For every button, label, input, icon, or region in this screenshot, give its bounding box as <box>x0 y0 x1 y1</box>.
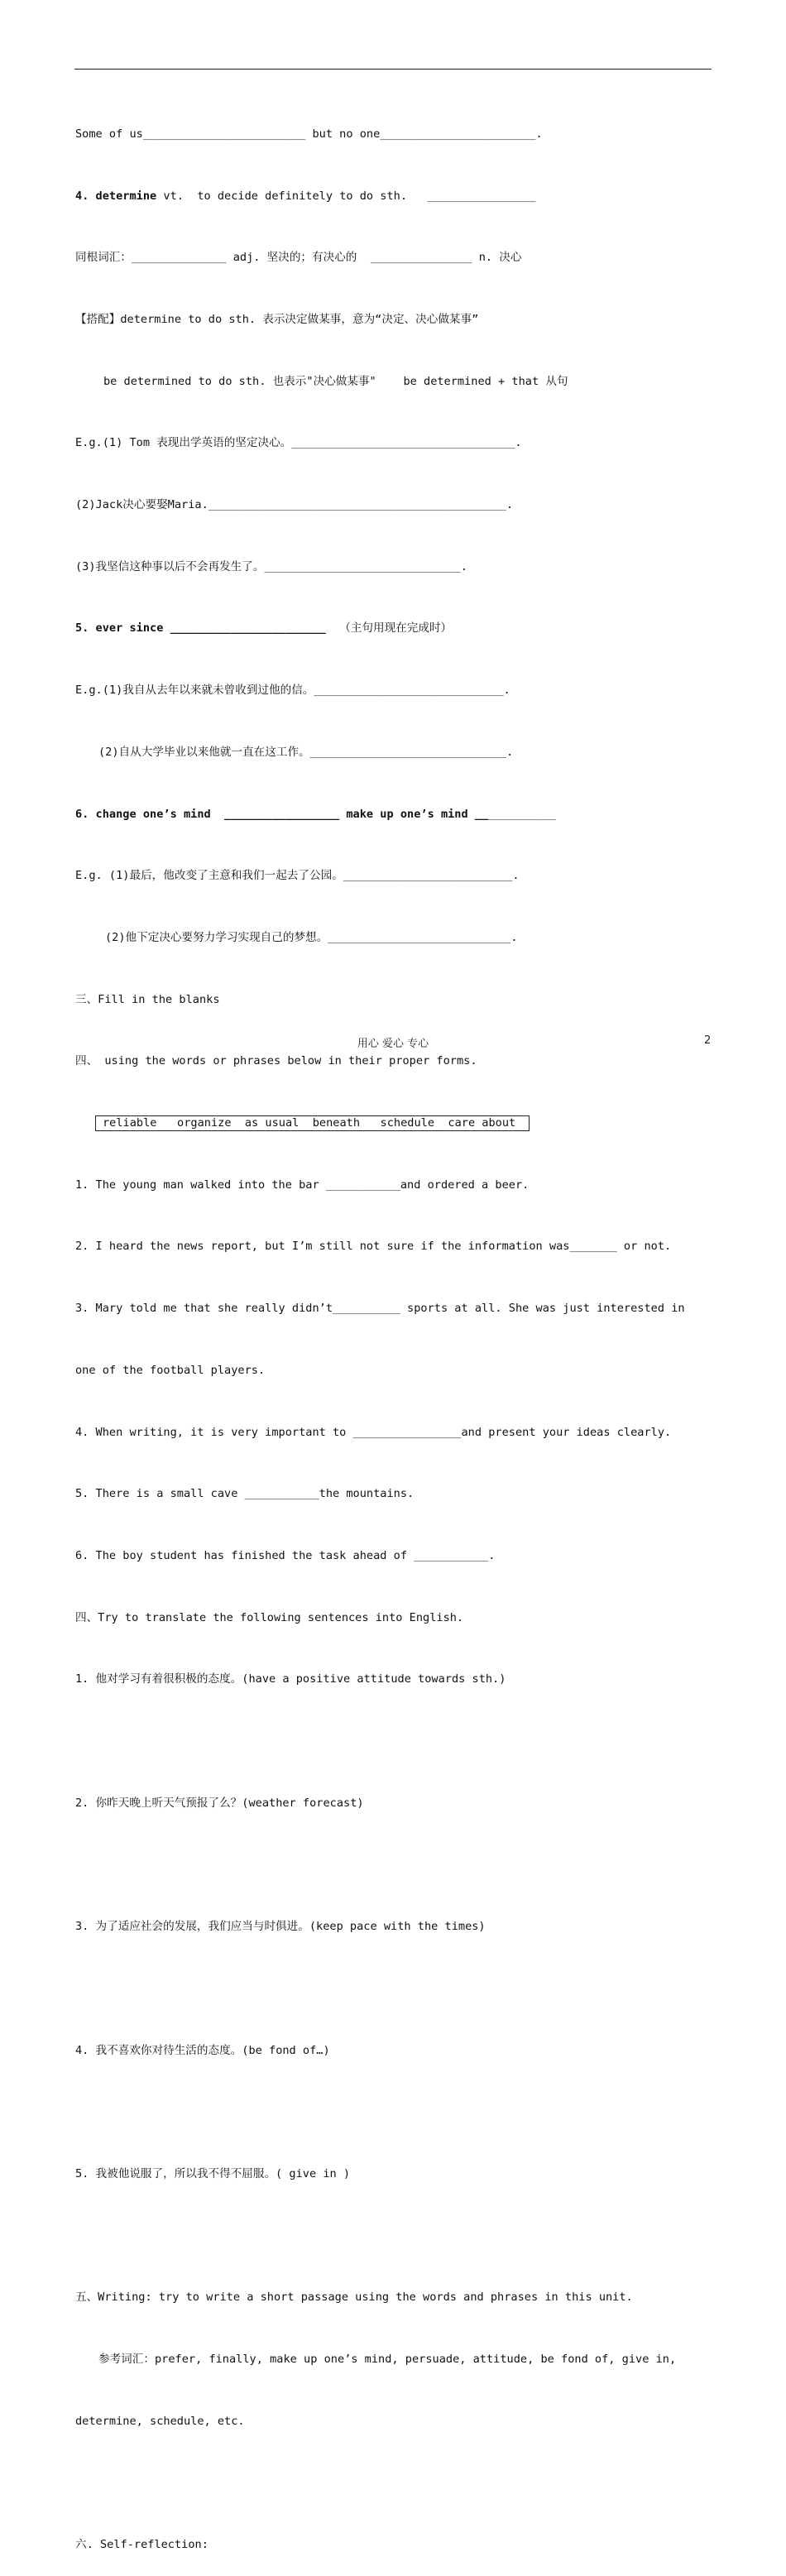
exercise-line: 6. The boy student has finished the task ahead of ___________. <box>75 1548 496 1562</box>
text-line: 【搭配】determine to do sth. 表示决定做某事，意为“决定、决心做某事” <box>75 312 479 326</box>
section-heading: 四、Try to translate the following sentences into English. <box>75 1610 464 1624</box>
exercise-line: 1. The young man walked into the bar ___________and ordered a beer. <box>75 1178 530 1192</box>
text-line: be determined to do sth. 也表示"决心做某事" be determined + that 从句 <box>103 374 568 388</box>
vocab-item-determine <box>75 186 712 207</box>
reference-words: determine, schedule, etc. <box>75 2414 245 2428</box>
exercise-line: 4. When writing, it is very important to ________________and present your ideas clearly. <box>75 1425 672 1439</box>
exercise-line: 5. There is a small cave ___________the mountains. <box>75 1487 415 1501</box>
section-heading: 六. Self-reflection: <box>75 2538 208 2552</box>
example-line: (3)我坚信这种事以后不会再发生了。_____________________________. <box>75 559 467 573</box>
translation-item: 3. 为了适应社会的发展，我们应当与时俱进。(keep pace with the times) <box>75 1920 486 1934</box>
example-line: E.g.(1) Tom 表现出学英语的坚定决心。_________________________________. <box>75 436 522 450</box>
vocab-word: 6. change one’s mind _________________ make up one’s mind __ <box>75 807 489 821</box>
header-rule <box>74 69 712 70</box>
exercise-line: one of the football players. <box>75 1363 266 1377</box>
reference-words: 参考词汇：prefer, finally, make up one’s mind, persuade, attitude, be fond of, give in, <box>98 2353 677 2367</box>
translation-item: 1. 他对学习有着很积极的态度。(have a positive attitude towards sth.) <box>75 1672 506 1686</box>
text-line: 同根词汇：______________ adj. 坚决的；有决心的 _______________ n. 决心 <box>75 251 522 265</box>
vocab-item-ever-since <box>75 618 712 639</box>
blank: __________ <box>488 807 557 821</box>
exercise-line: 2. I heard the news report, but I’m still not sure if the information was_______ or not. <box>75 1240 672 1254</box>
translation-item: 2. 你昨天晚上听天气预报了么？(weather forecast) <box>75 1796 364 1810</box>
section-heading: 四、 using the words or phrases below in their proper forms. <box>75 1054 477 1068</box>
example-line: (2)自从大学毕业以来他就一直在这工作。_____________________________. <box>98 745 514 759</box>
word-bank: reliable organize as usual beneath schedule care about <box>95 1115 530 1131</box>
example-line: (2)他下定决心要努力学习实现自己的梦想。___________________________. <box>105 930 518 944</box>
page-footer: 用心 爱心 专心 <box>357 1038 429 1050</box>
vocab-word: 5. ever since _______________________ <box>75 621 326 636</box>
vocab-note: （主句用现在完成时） <box>325 621 453 636</box>
translation-item: 5. 我被他说服了，所以我不得不屈服。( give in ) <box>75 2167 351 2181</box>
worksheet-body <box>75 83 712 2576</box>
example-line: E.g. (1)最后，他改变了主意和我们一起去了公园。_________________________. <box>75 869 520 883</box>
word-bank-row <box>75 1113 712 1134</box>
example-line: E.g.(1)我自从去年以来就未曾收到过他的信。____________________________. <box>75 684 510 698</box>
example-line: (2)Jack决心要娶Maria.____________________________________________. <box>75 498 514 512</box>
text-line: Some of us________________________ but no one_______________________. <box>75 127 543 141</box>
vocab-word: 4. determine <box>75 189 157 203</box>
page-number: 2 <box>704 1034 712 1047</box>
section-heading: 五、Writing: try to write a short passage using the words and phrases in this unit. <box>75 2291 633 2305</box>
vocab-item-change-mind <box>75 804 712 825</box>
translation-item: 4. 我不喜欢你对待生活的态度。(be fond of…) <box>75 2043 330 2057</box>
vocab-definition: vt. to decide definitely to do sth. ________________ <box>156 189 536 203</box>
section-heading: 三、Fill in the blanks <box>75 992 220 1006</box>
exercise-line: 3. Mary told me that she really didn’t__________ sports at all. She was just interested in <box>75 1302 685 1316</box>
